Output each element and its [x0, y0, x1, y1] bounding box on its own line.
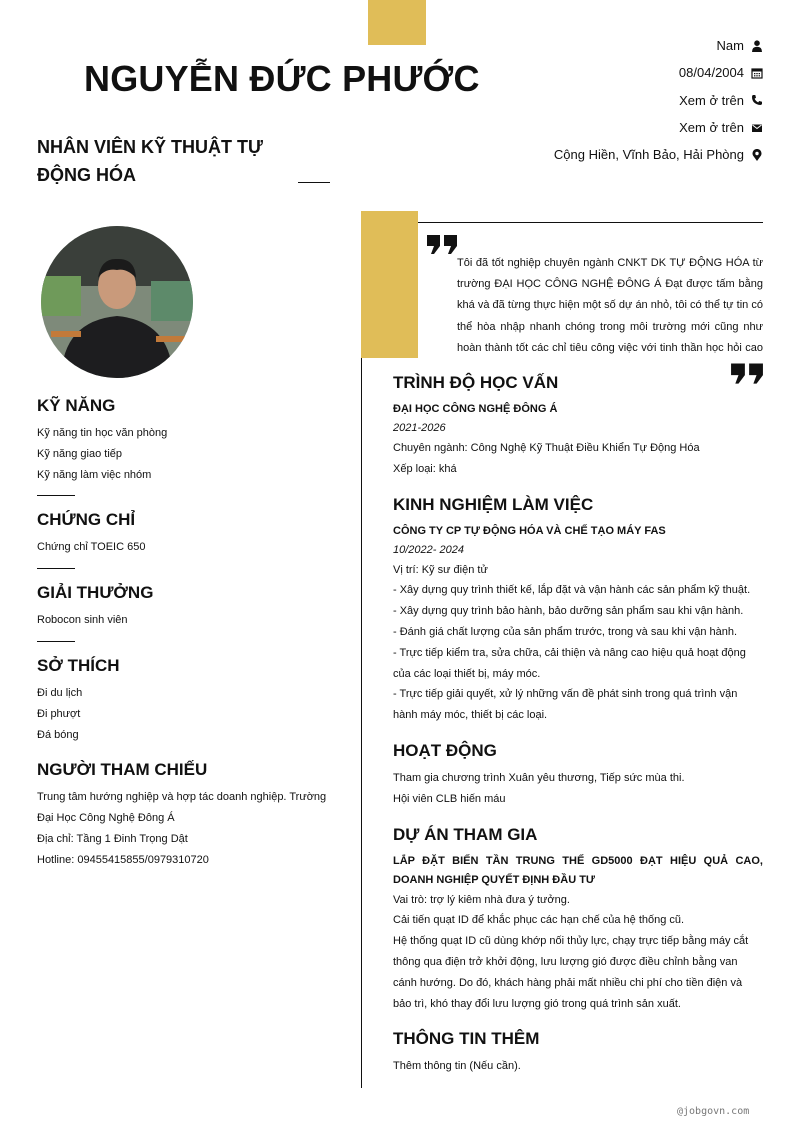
education-period: 2021-2026 — [393, 422, 446, 434]
address-text: Cộng Hiền, Vĩnh Bảo, Hải Phòng — [553, 147, 744, 163]
activities-heading: HOẠT ĐỘNG — [393, 740, 497, 760]
birthday-text: 08/04/2004 — [678, 65, 744, 81]
column-divider — [361, 358, 362, 1088]
section-divider — [37, 641, 75, 642]
activities-section — [393, 740, 763, 810]
projects-section — [393, 824, 763, 1015]
reference-item: Hotline: 09455415855/0979310720 — [37, 853, 209, 866]
skill-item: Kỹ năng tin học văn phòng — [37, 427, 168, 439]
experience-period: 10/2022- 2024 — [393, 543, 464, 556]
awards-section — [37, 582, 337, 631]
hobbies-heading: SỞ THÍCH — [37, 655, 120, 675]
calendar-icon — [751, 67, 763, 79]
additional-heading: THÔNG TIN THÊM — [393, 1029, 540, 1049]
references-section — [37, 759, 337, 870]
hobby-item: Đi du lịch — [37, 686, 83, 699]
person-photo-icon — [41, 226, 193, 378]
user-icon — [751, 40, 763, 52]
experience-line: Vị trí: Kỹ sư điện tử — [393, 563, 488, 576]
contact-birthday — [554, 59, 763, 86]
skills-heading: KỸ NĂNG — [37, 396, 116, 415]
company-name: CÔNG TY CP TỰ ĐỘNG HÓA VÀ CHẾ TẠO MÁY FAS — [393, 524, 666, 537]
project-line: Cải tiến quạt ID để khắc phục các hạn chế của hệ thống cũ. — [393, 914, 685, 927]
reference-item: Địa chỉ: Tầng 1 Đinh Trọng Dật — [37, 832, 188, 845]
contact-list — [554, 32, 763, 168]
candidate-name: NGUYỄN ĐỨC PHƯỚC — [84, 58, 480, 99]
projects-heading: DỰ ÁN THAM GIA — [393, 824, 538, 844]
contact-gender — [554, 32, 763, 59]
education-heading: TRÌNH ĐỘ HỌC VẤN — [393, 373, 559, 392]
project-line: Vai trò: trợ lý kiêm nhà đưa ý tưởng. — [393, 893, 570, 906]
email-text: Xem ở trên — [679, 120, 744, 136]
skill-item: Kỹ năng làm việc nhóm — [37, 468, 152, 481]
experience-line: - Đánh giá chất lượng của sản phẩm trước, trong và sau khi vận hành. — [393, 625, 738, 638]
experience-line: - Xây dựng quy trình thiết kế, lắp đặt và vận hành các sản phẩm kỹ thuật. — [393, 584, 751, 597]
awards-heading: GIẢI THƯỞNG — [37, 583, 154, 603]
certificates-section — [37, 509, 337, 558]
reference-item: Trung tâm hướng nghiệp và hợp tác doanh nghiệp. Trường Đại Học Công Nghệ Đông Á — [37, 791, 327, 825]
additional-section — [393, 1028, 763, 1077]
objective-text: Tôi đã tốt nghiệp chuyên ngành CNKT DK TỰ ĐỘNG HÓA từ trường ĐẠI HỌC CÔNG NGHỆ ĐÔNG Á Đạt được tấm bằng khá và đã từng thực hiện một số dự án nhỏ, tôi có thể tự tin có thể hòa nhập nhanh chóng trong môi trường mới cũng như hoàn thành tốt các chỉ tiêu công việc với tinh thần học hỏi cao — [457, 257, 763, 354]
experience-line: - Trực tiếp kiểm tra, sửa chữa, cải thiện và nâng cao hiệu quả hoạt động của các loại thiết bị, máy móc. — [393, 646, 746, 680]
title-divider — [298, 182, 330, 183]
hobbies-section — [37, 655, 337, 745]
phone-icon — [751, 94, 763, 106]
references-heading: NGƯỜI THAM CHIẾU — [37, 760, 208, 780]
additional-line: Thêm thông tin (Nếu cần). — [393, 1060, 521, 1073]
education-line: Xếp loại: khá — [393, 462, 457, 475]
activity-line: Hội viên CLB hiến máu — [393, 792, 506, 805]
certificate-item: Chứng chỉ TOEIC 650 — [37, 541, 146, 554]
project-line: Hệ thống quạt ID cũ dùng khớp nối thủy lực, chạy trực tiếp bằng máy cắt thông qua điện trở khởi động, lưu lượng gió được điều chỉnh bằng van cánh hướng. Do đó, khách hàng phải mất nhiều chi phí cho tiền điện và bảo trì, khó thay đổi lưu lượng gió trong quá trình sản xuất. — [393, 935, 749, 1010]
profile-photo — [41, 226, 193, 378]
right-column — [393, 372, 763, 1091]
award-item: Robocon sinh viên — [37, 614, 128, 627]
experience-line: - Trực tiếp giải quyết, xử lý những vấn đề phát sinh trong quá trình vận hành máy móc, thiết bị các loại. — [393, 688, 738, 722]
footer-watermark: @jobgovn.com — [677, 1106, 750, 1117]
objective-top-line — [418, 222, 763, 223]
hobby-item: Đá bóng — [37, 728, 79, 741]
education-section — [393, 372, 763, 480]
experience-heading: KINH NGHIỆM LÀM VIỆC — [393, 494, 594, 514]
section-divider — [37, 495, 75, 496]
left-column — [37, 395, 337, 871]
hobby-item: Đi phượt — [37, 707, 81, 720]
education-line: Chuyên ngành: Công Nghệ Kỹ Thuật Điều Khiển Tự Động Hóa — [393, 442, 700, 454]
experience-line: - Xây dựng quy trình bảo hành, bảo dưỡng sản phẩm sau khi vận hành. — [393, 605, 744, 618]
skill-item: Kỹ năng giao tiếp — [37, 447, 123, 460]
job-title: NHÂN VIÊN KỸ THUẬT TỰ ĐỘNG HÓA — [37, 137, 263, 185]
open-quote-icon — [426, 234, 458, 254]
top-accent-block — [368, 0, 426, 45]
skills-section — [37, 395, 337, 485]
experience-section — [393, 494, 763, 726]
phone-text: Xem ở trên — [679, 92, 744, 108]
activity-line: Tham gia chương trình Xuân yêu thương, Tiếp sức mùa thi. — [393, 771, 685, 784]
section-divider — [37, 568, 75, 569]
location-icon — [751, 149, 763, 161]
project-name: LẮP ĐẶT BIẾN TẦN TRUNG THẾ GD5000 ĐẠT HIỆU QUẢ CAO, DOANH NGHIỆP QUYẾT ĐỊNH ĐẦU TƯ — [393, 854, 763, 886]
contact-address — [554, 141, 763, 168]
certificates-heading: CHỨNG CHỈ — [37, 510, 136, 530]
email-icon — [751, 122, 763, 134]
contact-email — [554, 114, 763, 141]
objective-accent-block — [361, 211, 418, 358]
school-name: ĐẠI HỌC CÔNG NGHỆ ĐÔNG Á — [393, 403, 558, 415]
contact-phone — [554, 87, 763, 114]
gender-text: Nam — [716, 38, 744, 54]
